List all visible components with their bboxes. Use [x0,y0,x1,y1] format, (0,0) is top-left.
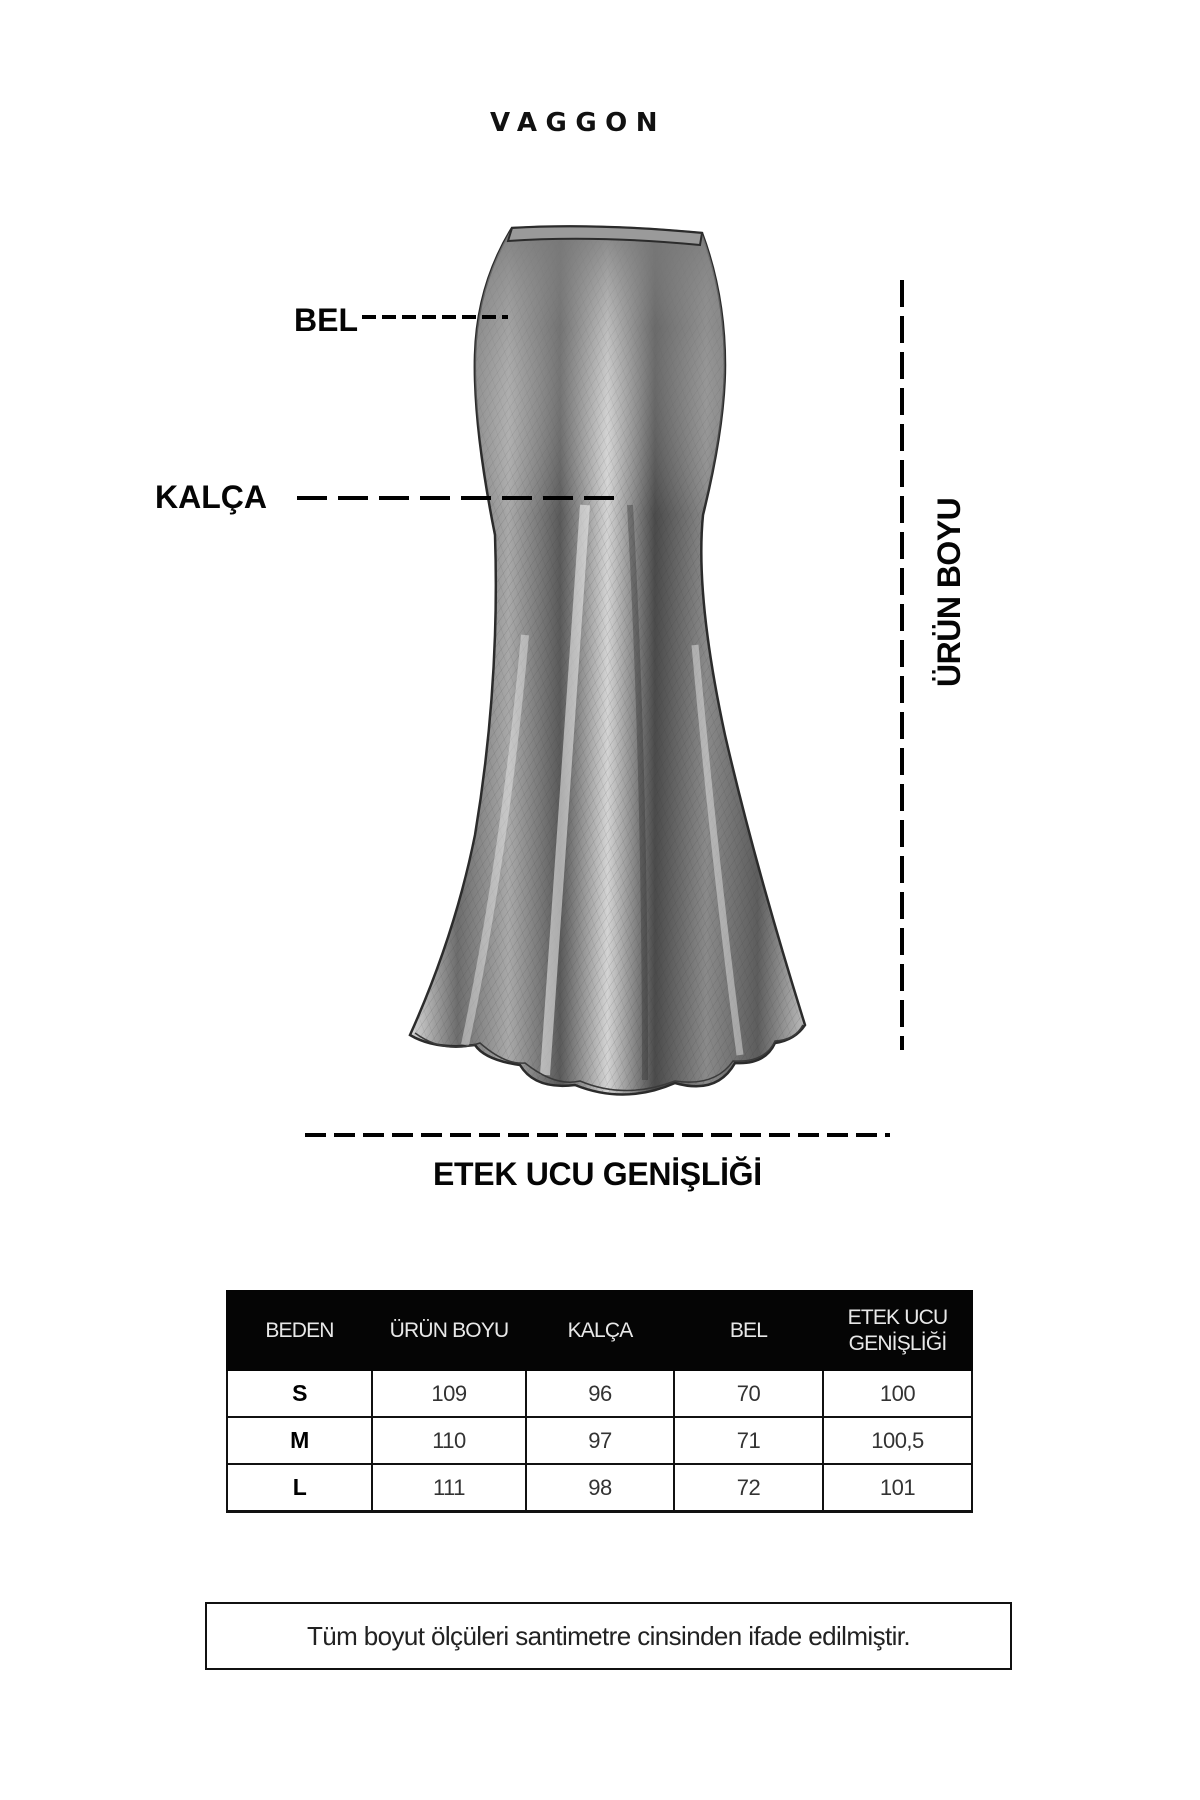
size-chart-table [226,1290,973,1513]
length-dashed-line [900,280,904,1050]
hip-dashed-line [297,496,617,500]
cell-length: 109 [372,1370,526,1417]
skirt-sketch-image [395,215,815,1105]
header-length: ÜRÜN BOYU [372,1291,526,1370]
header-hip: KALÇA [526,1291,674,1370]
label-hem-width: ETEK UCU GENİŞLİĞİ [433,1156,762,1192]
header-size: BEDEN [227,1291,372,1370]
cell-hip: 96 [526,1370,674,1417]
cell-waist: 70 [674,1370,823,1417]
cell-hem-width: 100,5 [823,1417,972,1464]
cell-waist: 72 [674,1464,823,1512]
units-note: Tüm boyut ölçüleri santimetre cinsinden ifade edilmiştir. [205,1602,1012,1670]
cell-size: L [227,1464,372,1512]
cell-waist: 71 [674,1417,823,1464]
table-header-row [227,1291,972,1370]
cell-hip: 98 [526,1464,674,1512]
waist-dashed-line [362,315,508,319]
cell-hip: 97 [526,1417,674,1464]
table-row [227,1464,972,1512]
label-hip: KALÇA [155,479,267,515]
cell-hem-width: 100 [823,1370,972,1417]
cell-hem-width: 101 [823,1464,972,1512]
header-hem-width-line2: GENİŞLİĞİ [848,1331,947,1355]
header-hem-width-line1: ETEK UCU [847,1305,948,1329]
label-length: ÜRÜN BOYU [931,497,967,687]
hem-width-dashed-line [305,1133,890,1137]
label-waist: BEL [294,302,358,338]
header-hem-width [823,1291,972,1370]
cell-length: 111 [372,1464,526,1512]
brand-logo: VAGGON [490,108,667,138]
cell-length: 110 [372,1417,526,1464]
table-row [227,1370,972,1417]
cell-size: M [227,1417,372,1464]
cell-size: S [227,1370,372,1417]
header-waist: BEL [674,1291,823,1370]
table-row [227,1417,972,1464]
